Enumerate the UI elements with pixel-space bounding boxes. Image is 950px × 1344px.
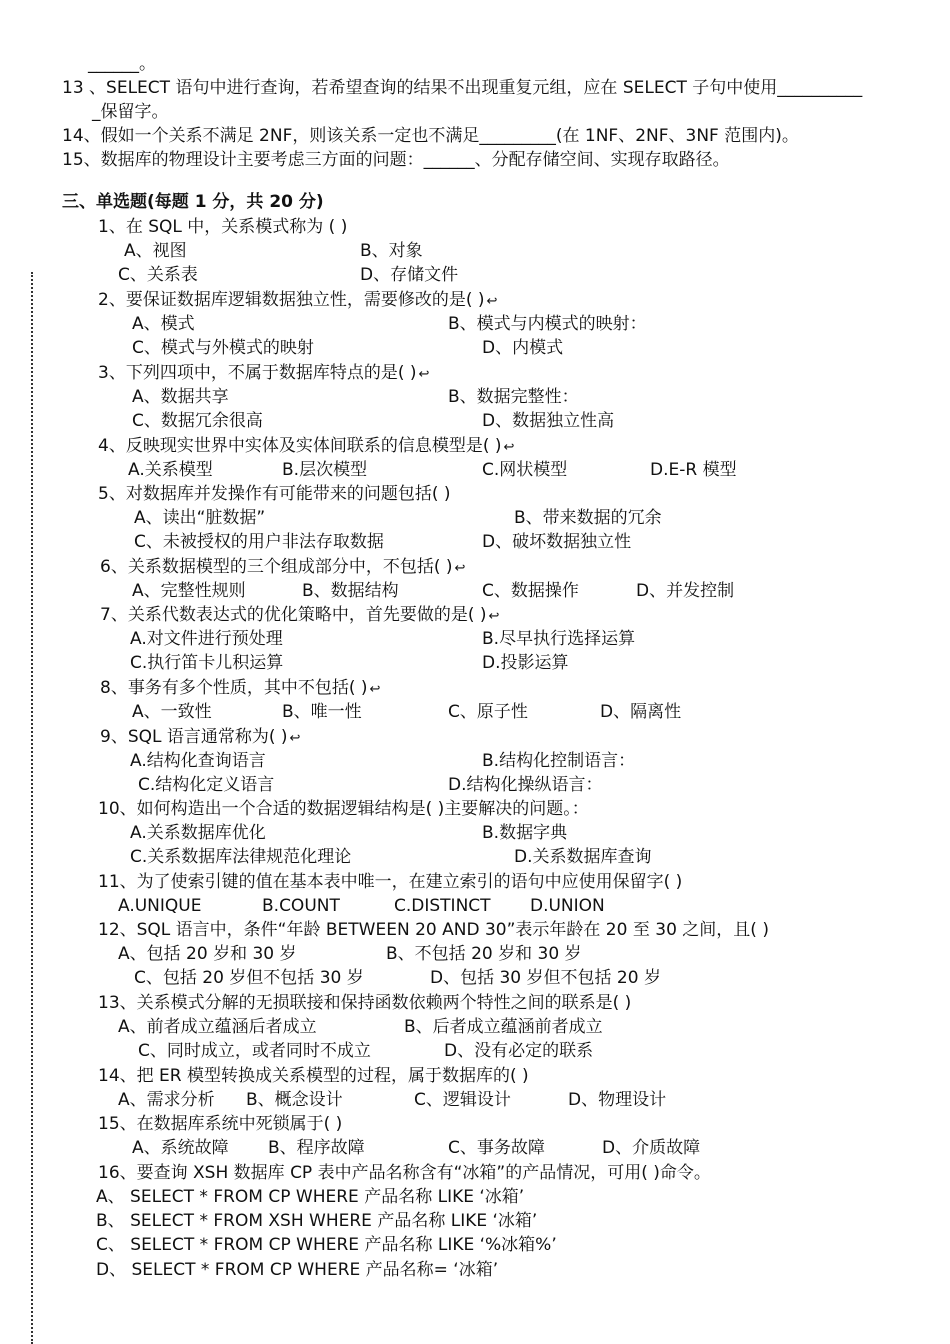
option: C、模式与外模式的映射: [132, 338, 314, 358]
option: B、程序故障: [268, 1138, 365, 1158]
option: A.关系数据库优化: [130, 823, 266, 843]
option: B、概念设计: [246, 1090, 343, 1110]
question-stem: 16、要查询 XSH 数据库 CP 表中产品名称含有“冰箱”的产品情况，可用( )命令。: [98, 1163, 711, 1183]
option: A、前者成立蕴涵后者成立: [118, 1017, 317, 1037]
option: A、读出“脏数据”: [134, 508, 266, 528]
option: C.执行笛卡儿积运算: [130, 653, 284, 673]
option: A、系统故障: [132, 1138, 229, 1158]
option: B、数据完整性：: [448, 387, 579, 407]
return-mark-icon: ↩: [289, 731, 301, 746]
option: D、包括 30 岁但不包括 20 岁: [430, 968, 661, 988]
option: B、后者成立蕴涵前者成立: [404, 1017, 603, 1037]
option: C、数据操作: [482, 581, 579, 601]
option: B.结构化控制语言：: [482, 751, 636, 771]
option: C、包括 20 岁但不包括 30 岁: [134, 968, 364, 988]
return-mark-icon: ↩: [454, 561, 466, 576]
return-mark-icon: ↩: [486, 294, 498, 309]
question-stem: 13、关系模式分解的无损联接和保持函数依赖两个特性之间的联系是( ): [98, 993, 632, 1013]
return-mark-icon: ↩: [488, 609, 500, 624]
question-15-blank: 15、数据库的物理设计主要考虑三方面的问题：______、分配存储空间、实现存取路径。: [62, 150, 730, 170]
option: D、内模式: [482, 338, 564, 358]
question-stem: 9、SQL 语言通常称为( ) ↩: [100, 727, 301, 747]
option: B.层次模型: [282, 460, 368, 480]
option: C、 SELECT * FROM CP WHERE 产品名称 LIKE ‘%冰箱%’: [96, 1235, 557, 1255]
option: D、介质故障: [602, 1138, 701, 1158]
option: B、数据结构: [302, 581, 399, 601]
question-14-blank: 14、假如一个关系不满足 2NF，则该关系一定也不满足_________(在 1NF、2NF、3NF 范围内)。: [62, 126, 799, 146]
option: C.网状模型: [482, 460, 568, 480]
option: C.DISTINCT: [394, 896, 491, 916]
option: D.投影运算: [482, 653, 569, 673]
option: B.COUNT: [262, 896, 340, 916]
option: C、逻辑设计: [414, 1090, 511, 1110]
option: D、并发控制: [636, 581, 735, 601]
option: B、唯一性: [282, 702, 362, 722]
option: D、 SELECT * FROM CP WHERE 产品名称= ‘冰箱’: [96, 1260, 499, 1280]
option: D、没有必定的联系: [444, 1041, 594, 1061]
option: C.结构化定义语言: [138, 775, 275, 795]
option: B、带来数据的冗余: [514, 508, 662, 528]
question-stem: 5、对数据库并发操作有可能带来的问题包括( ): [98, 484, 451, 504]
question-stem: 12、SQL 语言中，条件“年龄 BETWEEN 20 AND 30”表示年龄在 20 至 30 之间，且( ): [98, 920, 769, 940]
option: D.结构化操纵语言：: [448, 775, 603, 795]
option: A.对文件进行预处理: [130, 629, 283, 649]
option: D.关系数据库查询: [514, 847, 652, 867]
option: A、需求分析: [118, 1090, 215, 1110]
question-stem: 7、关系代数表达式的优化策略中，首先要做的是( ) ↩: [100, 605, 500, 625]
option: C.关系数据库法律规范化理论: [130, 847, 352, 867]
question-13-blank-cont: _保留字。: [92, 102, 169, 122]
question-stem: 6、关系数据模型的三个组成部分中，不包括( ) ↩: [100, 557, 466, 577]
option: B、不包括 20 岁和 30 岁: [386, 944, 582, 964]
option: D、物理设计: [568, 1090, 667, 1110]
option: D.UNION: [530, 896, 605, 916]
option: C、事务故障: [448, 1138, 545, 1158]
option: D、数据独立性高: [482, 411, 615, 431]
return-mark-icon: ↩: [503, 440, 515, 455]
question-stem: 2、要保证数据库逻辑数据独立性，需要修改的是( ) ↩: [98, 290, 498, 310]
question-stem: 14、把 ER 模型转换成关系模型的过程，属于数据库的( ): [98, 1066, 529, 1086]
question-13-blank: 13 、SELECT 语句中进行查询，若希望查询的结果不出现重复元组，应在 SELECT 子句中使用__________: [62, 78, 863, 98]
option: A、模式: [132, 314, 195, 334]
option: D、存储文件: [360, 265, 459, 285]
option: B、对象: [360, 241, 423, 261]
binding-margin-line: [31, 272, 33, 1344]
option: D.E-R 模型: [650, 460, 737, 480]
option: A、 SELECT * FROM CP WHERE 产品名称 LIKE ‘冰箱’: [96, 1187, 525, 1207]
option: A、视图: [124, 241, 187, 261]
option: D、隔离性: [600, 702, 682, 722]
return-mark-icon: ↩: [418, 367, 430, 382]
question-stem: 11、为了使索引键的值在基本表中唯一，在建立索引的语句中应使用保留字( ): [98, 872, 683, 892]
option: A、一致性: [132, 702, 212, 722]
option: A、包括 20 岁和 30 岁: [118, 944, 297, 964]
question-stem: 4、反映现实世界中实体及实体间联系的信息模型是( ) ↩: [98, 436, 515, 456]
question-stem: 3、下列四项中，不属于数据库特点的是( ) ↩: [98, 363, 430, 383]
option: B.数据字典: [482, 823, 568, 843]
option: A.结构化查询语言: [130, 751, 266, 771]
option: A.UNIQUE: [118, 896, 202, 916]
option: A、数据共享: [132, 387, 229, 407]
option: A、完整性规则: [132, 581, 246, 601]
option: C、原子性: [448, 702, 528, 722]
option: C、同时成立，或者同时不成立: [138, 1041, 371, 1061]
option: B、 SELECT * FROM XSH WHERE 产品名称 LIKE ‘冰箱’: [96, 1211, 538, 1231]
question-stem: 10、如何构造出一个合适的数据逻辑结构是( )主要解决的问题。：: [98, 799, 589, 819]
section-title: 三、单选题(每题 1 分，共 20 分): [62, 192, 324, 212]
option: C、关系表: [118, 265, 198, 285]
option: B、模式与内模式的映射：: [448, 314, 647, 334]
return-mark-icon: ↩: [369, 682, 381, 697]
option: A.关系模型: [128, 460, 213, 480]
option: C、未被授权的用户非法存取数据: [134, 532, 384, 552]
option: C、数据冗余很高: [132, 411, 263, 431]
question-stem: 15、在数据库系统中死锁属于( ): [98, 1114, 343, 1134]
question-stem: 1、在 SQL 中，关系模式称为 ( ): [98, 217, 348, 237]
option: D、破坏数据独立性: [482, 532, 632, 552]
option: B.尽早执行选择运算: [482, 629, 636, 649]
question-stem: 8、事务有多个性质，其中不包括( ) ↩: [100, 678, 381, 698]
blank-line-prev: ______。: [88, 54, 156, 74]
